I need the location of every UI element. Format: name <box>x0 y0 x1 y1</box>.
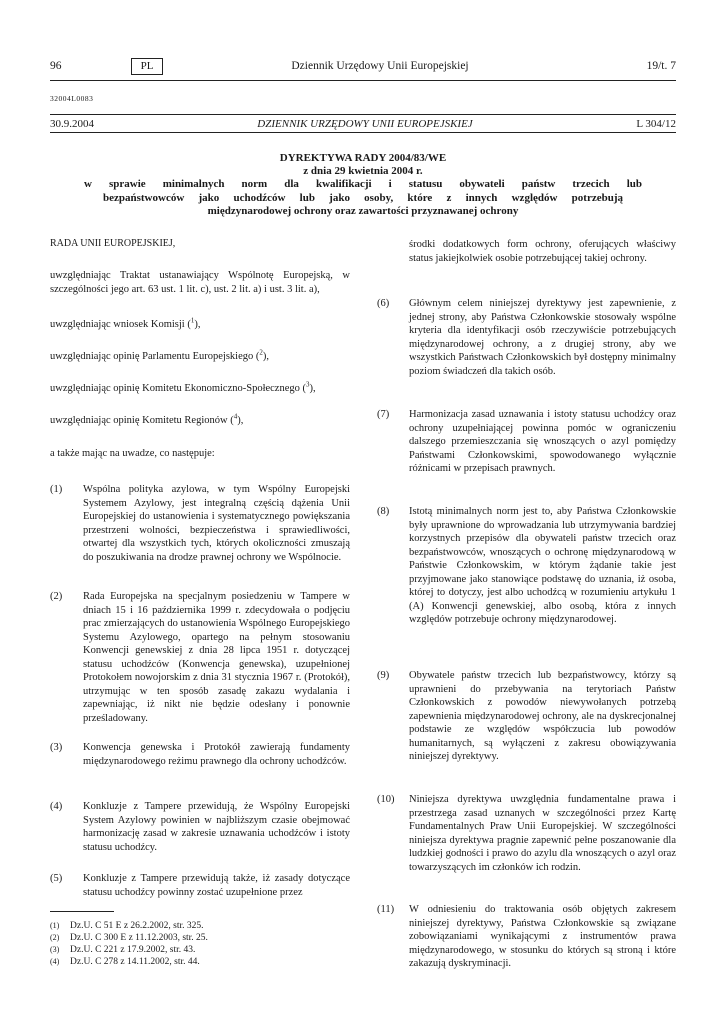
recital-number: (4) <box>50 801 63 812</box>
directive-subject-line1: w sprawie minimalnych norm dla kwalifikacji i statusu obywateli państw trzecich lub <box>84 178 642 191</box>
recital-number: (5) <box>50 873 63 884</box>
recital-text: środki dodatkowych form ochrony, oferujących właściwy status jakiejkolwiek osobie potrzebującej takiej ochrony. <box>409 239 676 264</box>
citation-parliament: uwzględniając opinię Parlamentu Europejskiego ($^2$), <box>50 348 269 362</box>
footnote-2: (2) Dz.U. C 300 E z 11.12.2003, str. 25. <box>50 933 208 943</box>
directive-subject-line2: bezpaństwowców jako uchodźców lub jako osoby, które z innych względów potrzebują <box>103 191 623 204</box>
recital-text: Konwencja genewska i Protokół zawierają fundamenty międzynarodowego reżimu prawnego dla ochrony uchodźców. <box>83 742 350 767</box>
recital-text: W odniesieniu do traktowania osób objętych zakresem niniejszej dyrektywy, Państwa Członkowskie są związane zobowiązaniami wynikającymi z instrumentów prawa międzynarodowego, w stosunku do których są stroną i które zakazują dyskryminacji. <box>409 904 676 969</box>
footnote-3: (3) Dz.U. C 221 z 17.9.2002, str. 43. <box>50 945 196 955</box>
recital-number: (2) <box>50 591 63 602</box>
recital-number: (8) <box>377 506 390 517</box>
oj-top-rule <box>50 114 676 115</box>
recital-number: (10) <box>377 794 395 805</box>
citation-esc: uwzględniając opinię Komitetu Ekonomiczno-Społecznego ($^3$), <box>50 380 316 394</box>
recital-number: (11) <box>377 904 395 915</box>
journal-title: Dziennik Urzędowy Unii Europejskiej <box>291 60 469 72</box>
recital-text: Konkluzje z Tampere przewidują także, iż zasady dotyczące statusu uchodźcy powinny zostać uzupełnione przez <box>83 873 350 898</box>
recital-number: (6) <box>377 298 390 309</box>
directive-title <box>50 152 676 218</box>
directive-date: z dnia 29 kwietnia 2004 r. <box>303 165 423 178</box>
recital-text: Wspólna polityka azylowa, w tym Wspólny Europejski Systemem Azylowy, jest integralną częścią dążenia Unii Europejskiej do ustanowienia i systematycznego powiększania przestrzeni wolności, bezpieczeństwa i sprawiedliwości, otwartej dla wszystkich tych, których okoliczności zmuszają do poszukiwania na drodze prawnej ochrony we Wspólnocie. <box>83 484 350 563</box>
oj-date: 30.9.2004 <box>50 118 94 130</box>
celex-number: 32004L0083 <box>50 94 94 103</box>
directive-subject-line3: międzynarodowej ochrony oraz zawartości przyznawanej ochrony <box>207 204 519 217</box>
recital-text: Harmonizacja zasad uznawania i istoty statusu uchodźcy oraz ochrony uzupełniającej powinna pomóc w ograniczeniu dalszego przemieszczania się wnoszących o azyl pomiędzy Państwami Członkowskimi, spowodowanego wyłącznie różnicami w przepisach prawnych. <box>409 409 676 474</box>
council-heading: RADA UNII EUROPEJSKIEJ, <box>50 238 176 249</box>
footnote-rule <box>50 911 114 912</box>
citation-regions: uwzględniając opinię Komitetu Regionów ($^4$), <box>50 412 244 426</box>
recital-number: (7) <box>377 409 390 420</box>
recital-number: (1) <box>50 484 63 495</box>
citation-commission: uwzględniając wniosek Komisji ($^1$), <box>50 316 201 330</box>
recital-text: Istotą minimalnych norm jest to, aby Państwa Członkowskie były uprawnione do wprowadzania lub utrzymywania bardziej korzystnych przepisów dla obywateli państw trzecich oraz bezpaństwowców, wnoszących o ochronę międzynarodową w Państwie Członkowskim, w którym żądanie takie jest przyjmowane jako stanowiące podstawę do uznania, iż osoba, której to dotyczy, jest albo uchodźcą w rozumieniu artykułu 1 (A) Konwencji genewskiej, albo osobą, która z innych względów potrzebuje ochrony międzynarodowej. <box>409 506 676 625</box>
recital-number: (9) <box>377 670 390 681</box>
directive-number: DYREKTYWA RADY 2004/83/WE <box>279 152 447 164</box>
oj-bottom-rule <box>50 132 676 133</box>
whereas-intro: a także mając na uwadze, co następuje: <box>50 448 215 459</box>
oj-journal-name: DZIENNIK URZĘDOWY UNII EUROPEJSKIEJ <box>257 118 473 130</box>
language-badge: PL <box>131 58 163 75</box>
recital-text: Rada Europejska na specjalnym posiedzeniu w Tampere w dniach 15 i 16 października 1999 r. zdecydowała o podjęciu prac zmierzających do ustanowienia Wspólnego Europejskiego Systemu Azylowego, opartego na pełnym stosowaniu Konwencji genewskiej z dnia 28 lipca 1951 r. dotyczącej statusu uchodźców (Konwencja genewska), uzupełnionej Protokołem nowojorskim z dnia 31 stycznia 1967 r. (Protokół), utrzymując w ten sposób zasadę zakazu wydalania i zapewniając, iż nikt nie będzie odesłany i ponownie prześladowany. <box>83 591 350 724</box>
page-number: 96 <box>50 60 62 72</box>
recital-text: Konkluzje z Tampere przewidują, że Wspólny Europejski System Azylowy powinien w najbliższym czasie obejmować harmonizację zasad w zakresie uznawania uchodźców i istoty statusu uchodźcy. <box>83 801 350 853</box>
recital-text: Niniejsza dyrektywa uwzględnia fundamentalne prawa i przestrzega zasad uznanych w szczególności przez Kartę Fundamentalnych Praw Unii Europejskiej. W szczególności niniejsza dyrektywa pragnie zapewnić pełne poszanowanie dla ludzkiej godności i prawo do azylu dla wnoszących o azyl oraz towarzyszących im członków ich rodzin. <box>409 794 676 873</box>
footnote-1: (1) Dz.U. C 51 E z 26.2.2002, str. 325. <box>50 921 204 931</box>
recital-text: Obywatele państw trzecich lub bezpaństwowcy, którzy są uprawnieni do przebywania na terytoriach Państw Członkowskich z powodów niewywołanych potrzebą zapewnienia międzynarodowej ochrony, ale na dyskrecjonalnej podstawie ze względów współczucia lub powodów humanitarnych, są wyłączeni z zakresu obowiązywania niniejszej dyrektywy. <box>409 670 676 762</box>
oj-reference: L 304/12 <box>636 118 676 130</box>
edition-number: 19/t. 7 <box>646 60 676 72</box>
citation-treaty: uwzględniając Traktat ustanawiający Wspólnotę Europejską, w szczególności jego art. 63 ust. 1 lit. c), ust. 2 lit. a) i ust. 3 lit. a), <box>50 270 350 295</box>
header-rule <box>50 80 676 81</box>
recital-text: Głównym celem niniejszej dyrektywy jest zapewnienie, z jednej strony, aby Państwa Członkowskie stosowały wspólne kryteria dla identyfikacji osób rzeczywiście potrzebujących międzynarodowej ochrony, a z drugiej strony, aby we wszystkich Państwach Członkowskich był dostępny minimalny poziom świadczeń dla takich osób. <box>409 298 676 377</box>
footnote-4: (4) Dz.U. C 278 z 14.11.2002, str. 44. <box>50 957 200 967</box>
recital-number: (3) <box>50 742 63 753</box>
